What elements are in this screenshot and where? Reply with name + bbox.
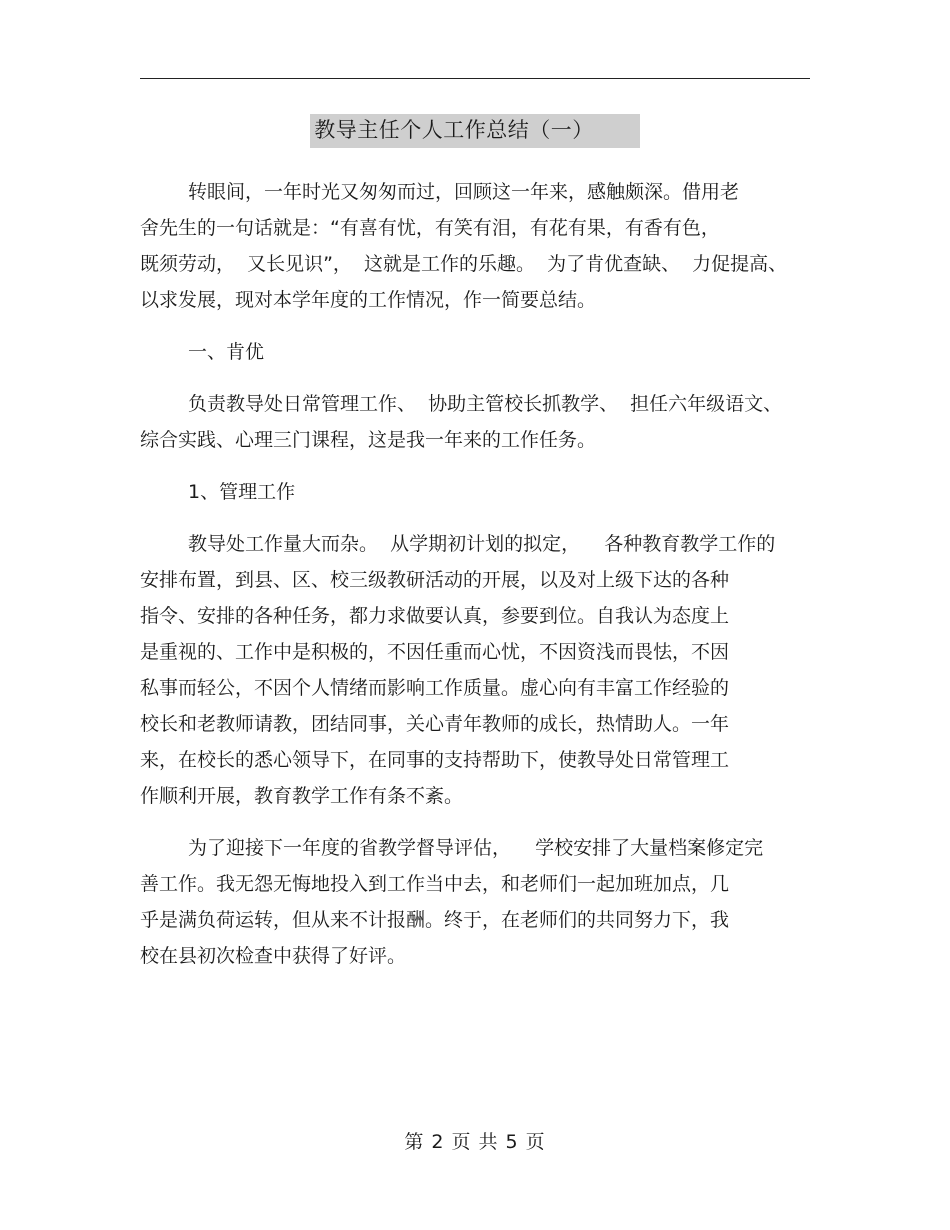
text-line: 乎是满负荷运转，但从来不计报酬。终于，在老师们的共同努力下，我 [140, 909, 730, 931]
paragraph [140, 830, 810, 974]
text-line: 是重视的、工作中是积极的，不因任重而心忧，不因资浅而畏怯，不因 [140, 641, 730, 663]
text-line: 既须劳动， 又长见识”， 这就是工作的乐趣。 为了肯优查缺、 力促提高、 [140, 253, 788, 275]
paragraph [140, 526, 810, 814]
header-rule [140, 78, 810, 79]
section-heading [140, 334, 810, 370]
text-line: 作顺利开展，教育教学工作有条不紊。 [140, 785, 464, 807]
page-number: 第 2 页 共 5 页 [404, 1131, 546, 1153]
text-line: 一、肯优 [188, 341, 265, 363]
paragraph [140, 174, 810, 318]
document-body [140, 174, 810, 974]
text-line: 教导处工作量大而杂。 从学期初计划的拟定， 各种教育教学工作的 [188, 533, 776, 555]
text-line: 舍先生的一句话就是：“有喜有忧，有笑有泪，有花有果，有香有色， [140, 217, 720, 239]
text-line: 校长和老教师请教，团结同事，关心青年教师的成长，热情助人。一年 [140, 713, 730, 735]
text-line: 为了迎接下一年度的省教学督导评估， 学校安排了大量档案修定完 [188, 837, 764, 859]
text-line: 安排布置，到县、区、校三级教研活动的开展，以及对上级下达的各种 [140, 569, 730, 591]
paragraph [140, 386, 810, 458]
text-line: 综合实践、心理三门课程，这是我一年来的工作任务。 [140, 429, 597, 451]
title-container [0, 114, 950, 148]
text-line: 来，在校长的悉心领导下，在同事的支持帮助下，使教导处日常管理工 [140, 749, 730, 771]
subsection-heading [140, 474, 810, 510]
text-line: 以求发展，现对本学年度的工作情况，作一简要总结。 [140, 289, 597, 311]
text-line: 私事而轻公，不因个人情绪而影响工作质量。虚心向有丰富工作经验的 [140, 677, 730, 699]
text-line: 1、管理工作 [188, 481, 296, 503]
text-line: 负责教导处日常管理工作、 协助主管校长抓教学、 担任六年级语文、 [188, 393, 783, 415]
text-line: 善工作。我无怨无悔地投入到工作当中去，和老师们一起加班加点，几 [140, 873, 730, 895]
document-title: 教导主任个人工作总结（一） [310, 114, 640, 148]
text-line: 校在县初次检查中获得了好评。 [140, 945, 407, 967]
text-line: 转眼间，一年时光又匆匆而过，回顾这一年来，感触颇深。借用老 [188, 181, 740, 203]
text-line: 指令、安排的各种任务，都力求做要认真，参要到位。自我认为态度上 [140, 605, 730, 627]
